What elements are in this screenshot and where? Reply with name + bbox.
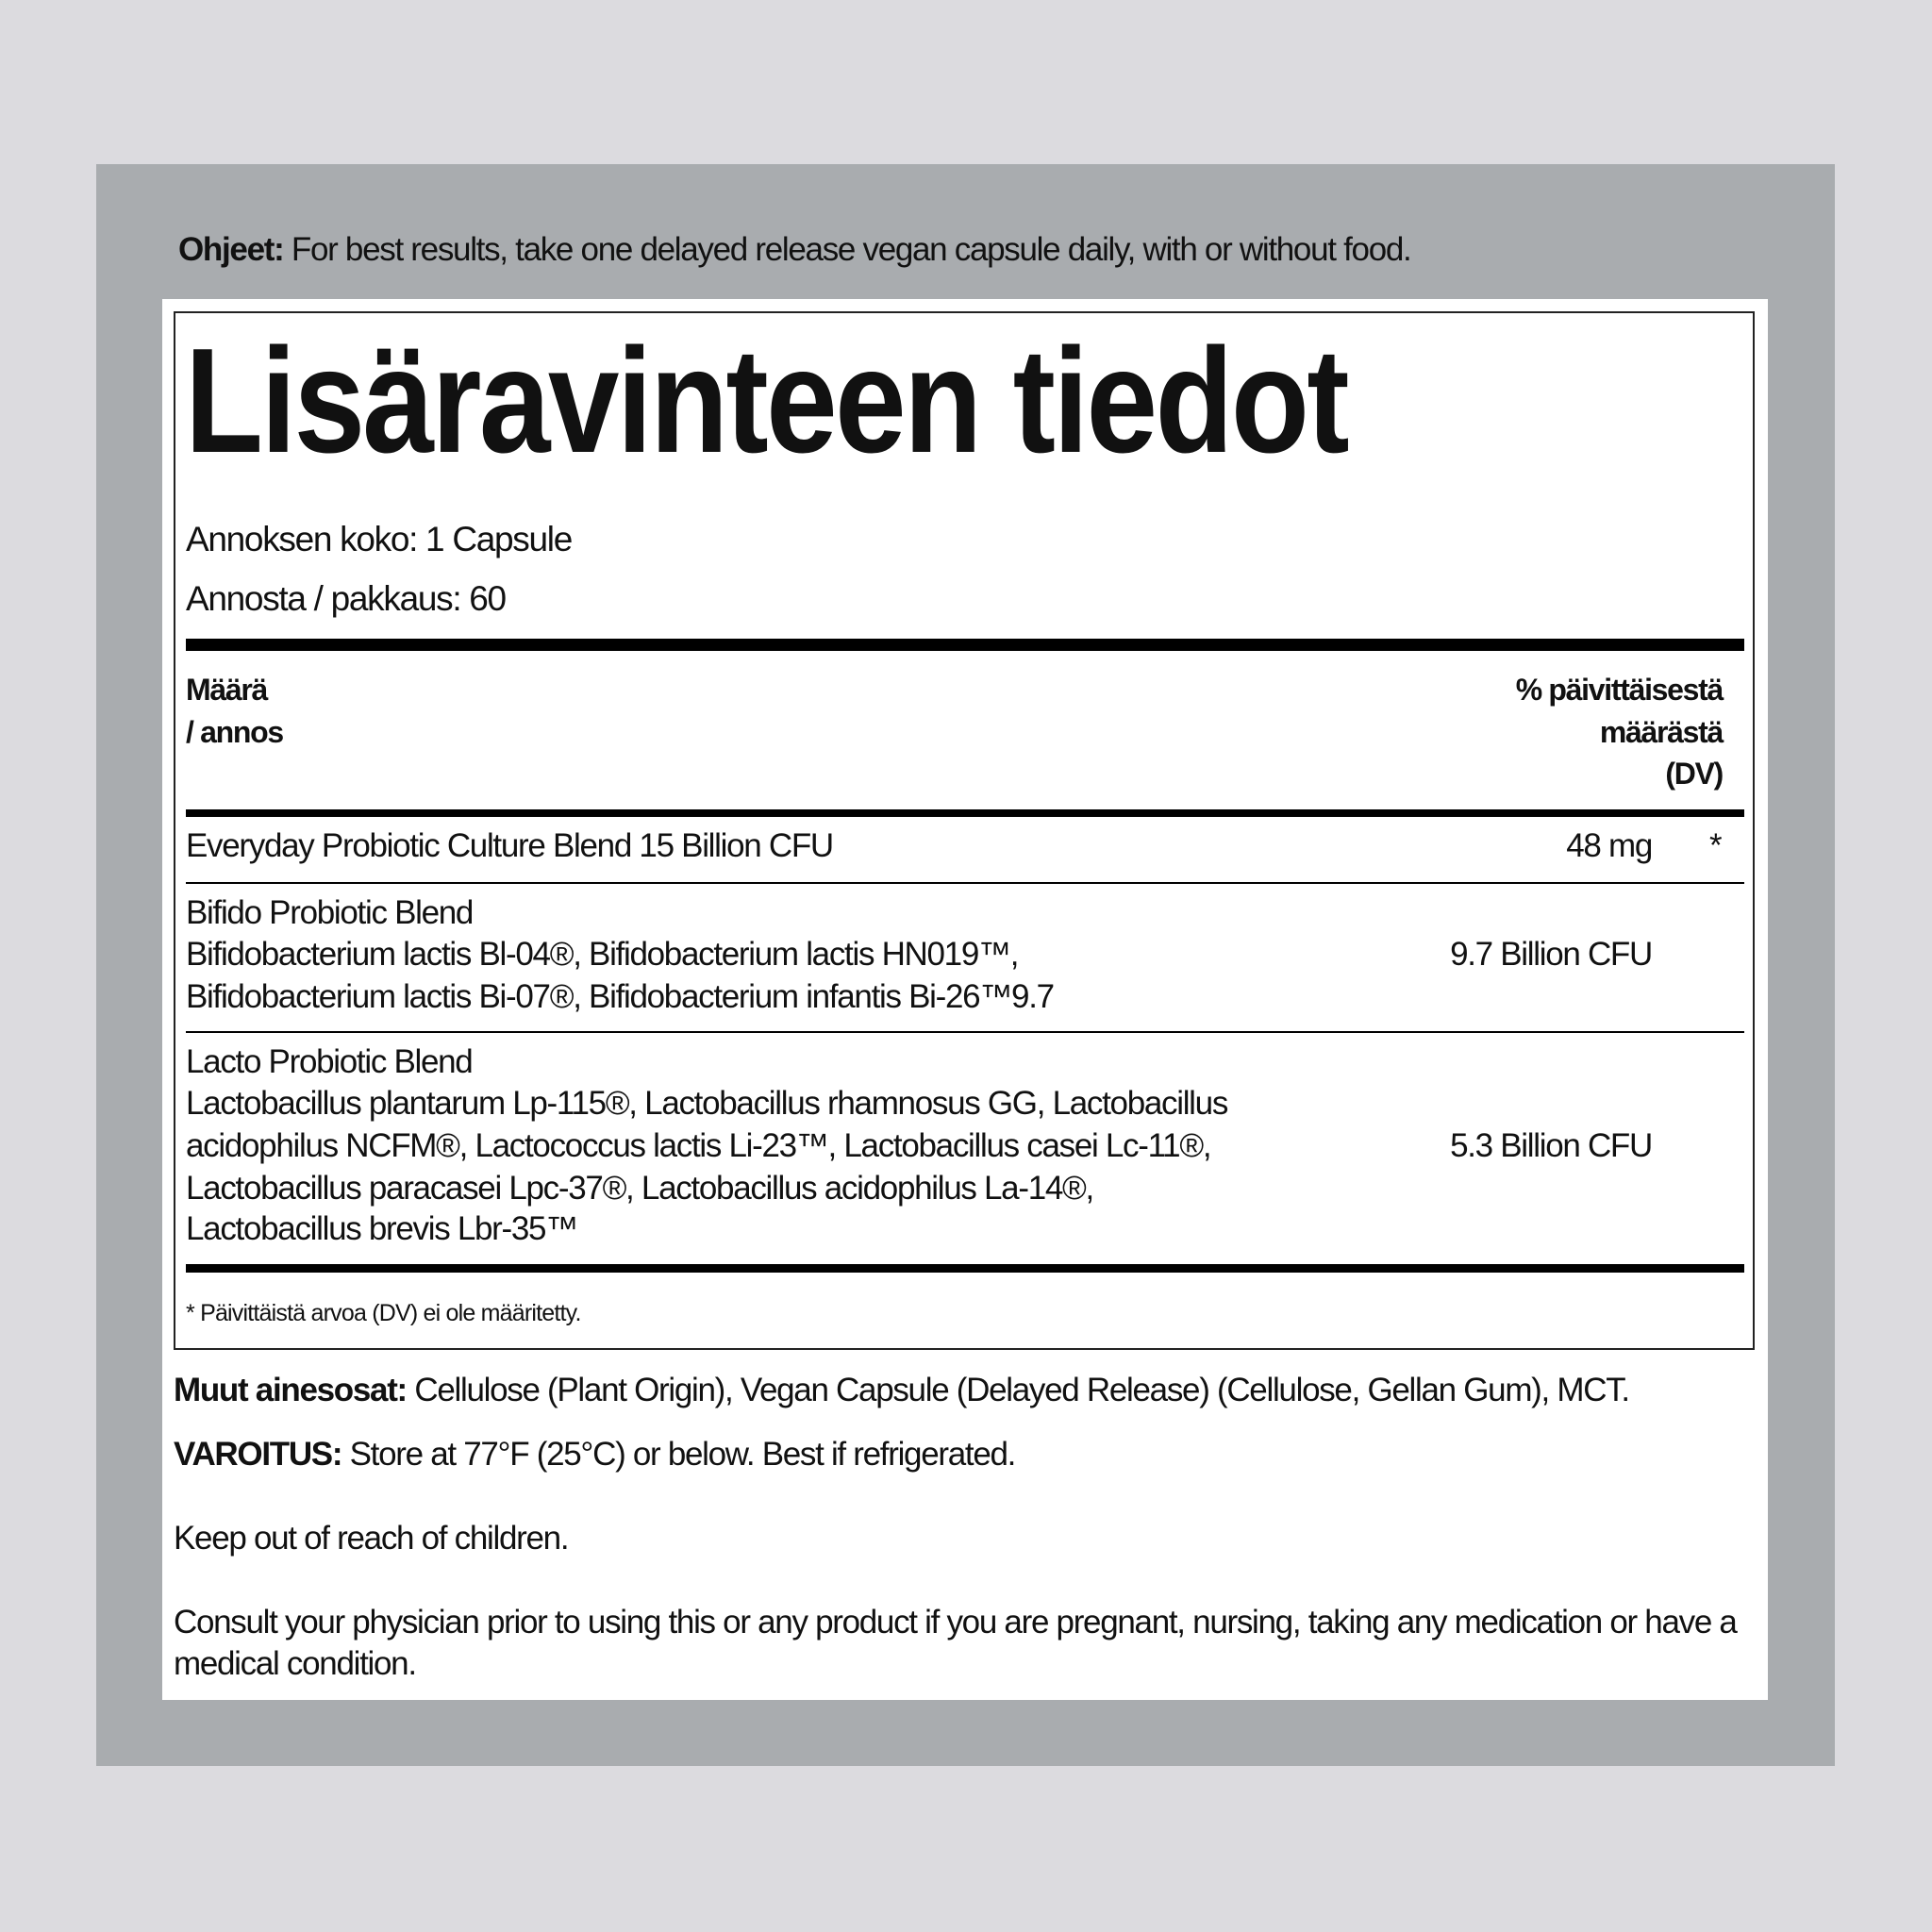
row-3-line-3: acidophilus NCFM®, Lactococcus lactis Li-23™, Lactobacillus casei Lc-11®, bbox=[186, 1127, 1211, 1164]
row-divider bbox=[186, 882, 1744, 884]
row-1-amount: 48 mg bbox=[1566, 827, 1652, 864]
thick-divider-bottom bbox=[186, 1264, 1744, 1273]
other-ingredients-label: Muut ainesosat: bbox=[174, 1372, 407, 1408]
warning-text: Store at 77°F (25°C) or below. Best if refrigerated. bbox=[341, 1436, 1016, 1473]
header-dv-1: % päivittäisestä bbox=[1515, 673, 1723, 707]
warning bbox=[174, 1434, 1015, 1475]
other-ingredients-text: Cellulose (Plant Origin), Vegan Capsule (Delayed Release) (Cellulose, Gellan Gum), MCT. bbox=[406, 1372, 1629, 1408]
header-dv-3: (DV) bbox=[1665, 757, 1723, 791]
row-2-line-2: Bifidobacterium lactis Bl-04®, Bifidobacterium lactis HN019™, bbox=[186, 936, 1019, 973]
row-divider bbox=[186, 1031, 1744, 1033]
consult-line-2: medical condition. bbox=[174, 1645, 416, 1682]
header-amount-1: Määrä bbox=[186, 673, 268, 707]
row-1-name: Everyday Probiotic Culture Blend 15 Billion CFU bbox=[186, 827, 833, 864]
directions bbox=[178, 229, 1410, 271]
header-amount-2: / annos bbox=[186, 715, 283, 749]
row-3-line-4: Lactobacillus paracasei Lpc-37®, Lactobacillus acidophilus La-14®, bbox=[186, 1170, 1093, 1207]
row-3-line-5: Lactobacillus brevis Lbr-35™ bbox=[186, 1210, 577, 1247]
footnote: * Päivittäistä arvoa (DV) ei ole määritetty. bbox=[186, 1300, 581, 1326]
row-1-dv: * bbox=[1709, 827, 1722, 864]
keep-out-text: Keep out of reach of children. bbox=[174, 1520, 569, 1557]
row-2-amount: 9.7 Billion CFU bbox=[1450, 936, 1652, 973]
row-3-line-2: Lactobacillus plantarum Lp-115®, Lactobacillus rhamnosus GG, Lactobacillus bbox=[186, 1085, 1228, 1122]
other-ingredients bbox=[174, 1370, 1629, 1411]
consult-line-1: Consult your physician prior to using this or any product if you are pregnant, nursing, taking any medication or have a bbox=[174, 1604, 1737, 1641]
header-dv-2: määrästä bbox=[1599, 715, 1723, 749]
row-2-line-1: Bifido Probiotic Blend bbox=[186, 894, 474, 931]
serving-size: Annoksen koko: 1 Capsule bbox=[186, 520, 572, 558]
row-3-amount: 5.3 Billion CFU bbox=[1450, 1127, 1652, 1164]
directions-text: For best results, take one delayed release vegan capsule daily, with or without food. bbox=[283, 231, 1411, 268]
thick-divider bbox=[186, 639, 1744, 651]
header-divider bbox=[186, 809, 1744, 817]
warning-label: VAROITUS: bbox=[174, 1436, 342, 1473]
servings-per-container: Annosta / pakkaus: 60 bbox=[186, 579, 506, 618]
directions-label: Ohjeet: bbox=[178, 231, 284, 268]
row-3-line-1: Lacto Probiotic Blend bbox=[186, 1043, 473, 1080]
row-2-line-3: Bifidobacterium lactis Bi-07®, Bifidobacterium infantis Bi-26™9.7 bbox=[186, 978, 1054, 1015]
facts-title: Lisäravinteen tiedot bbox=[185, 318, 1348, 484]
